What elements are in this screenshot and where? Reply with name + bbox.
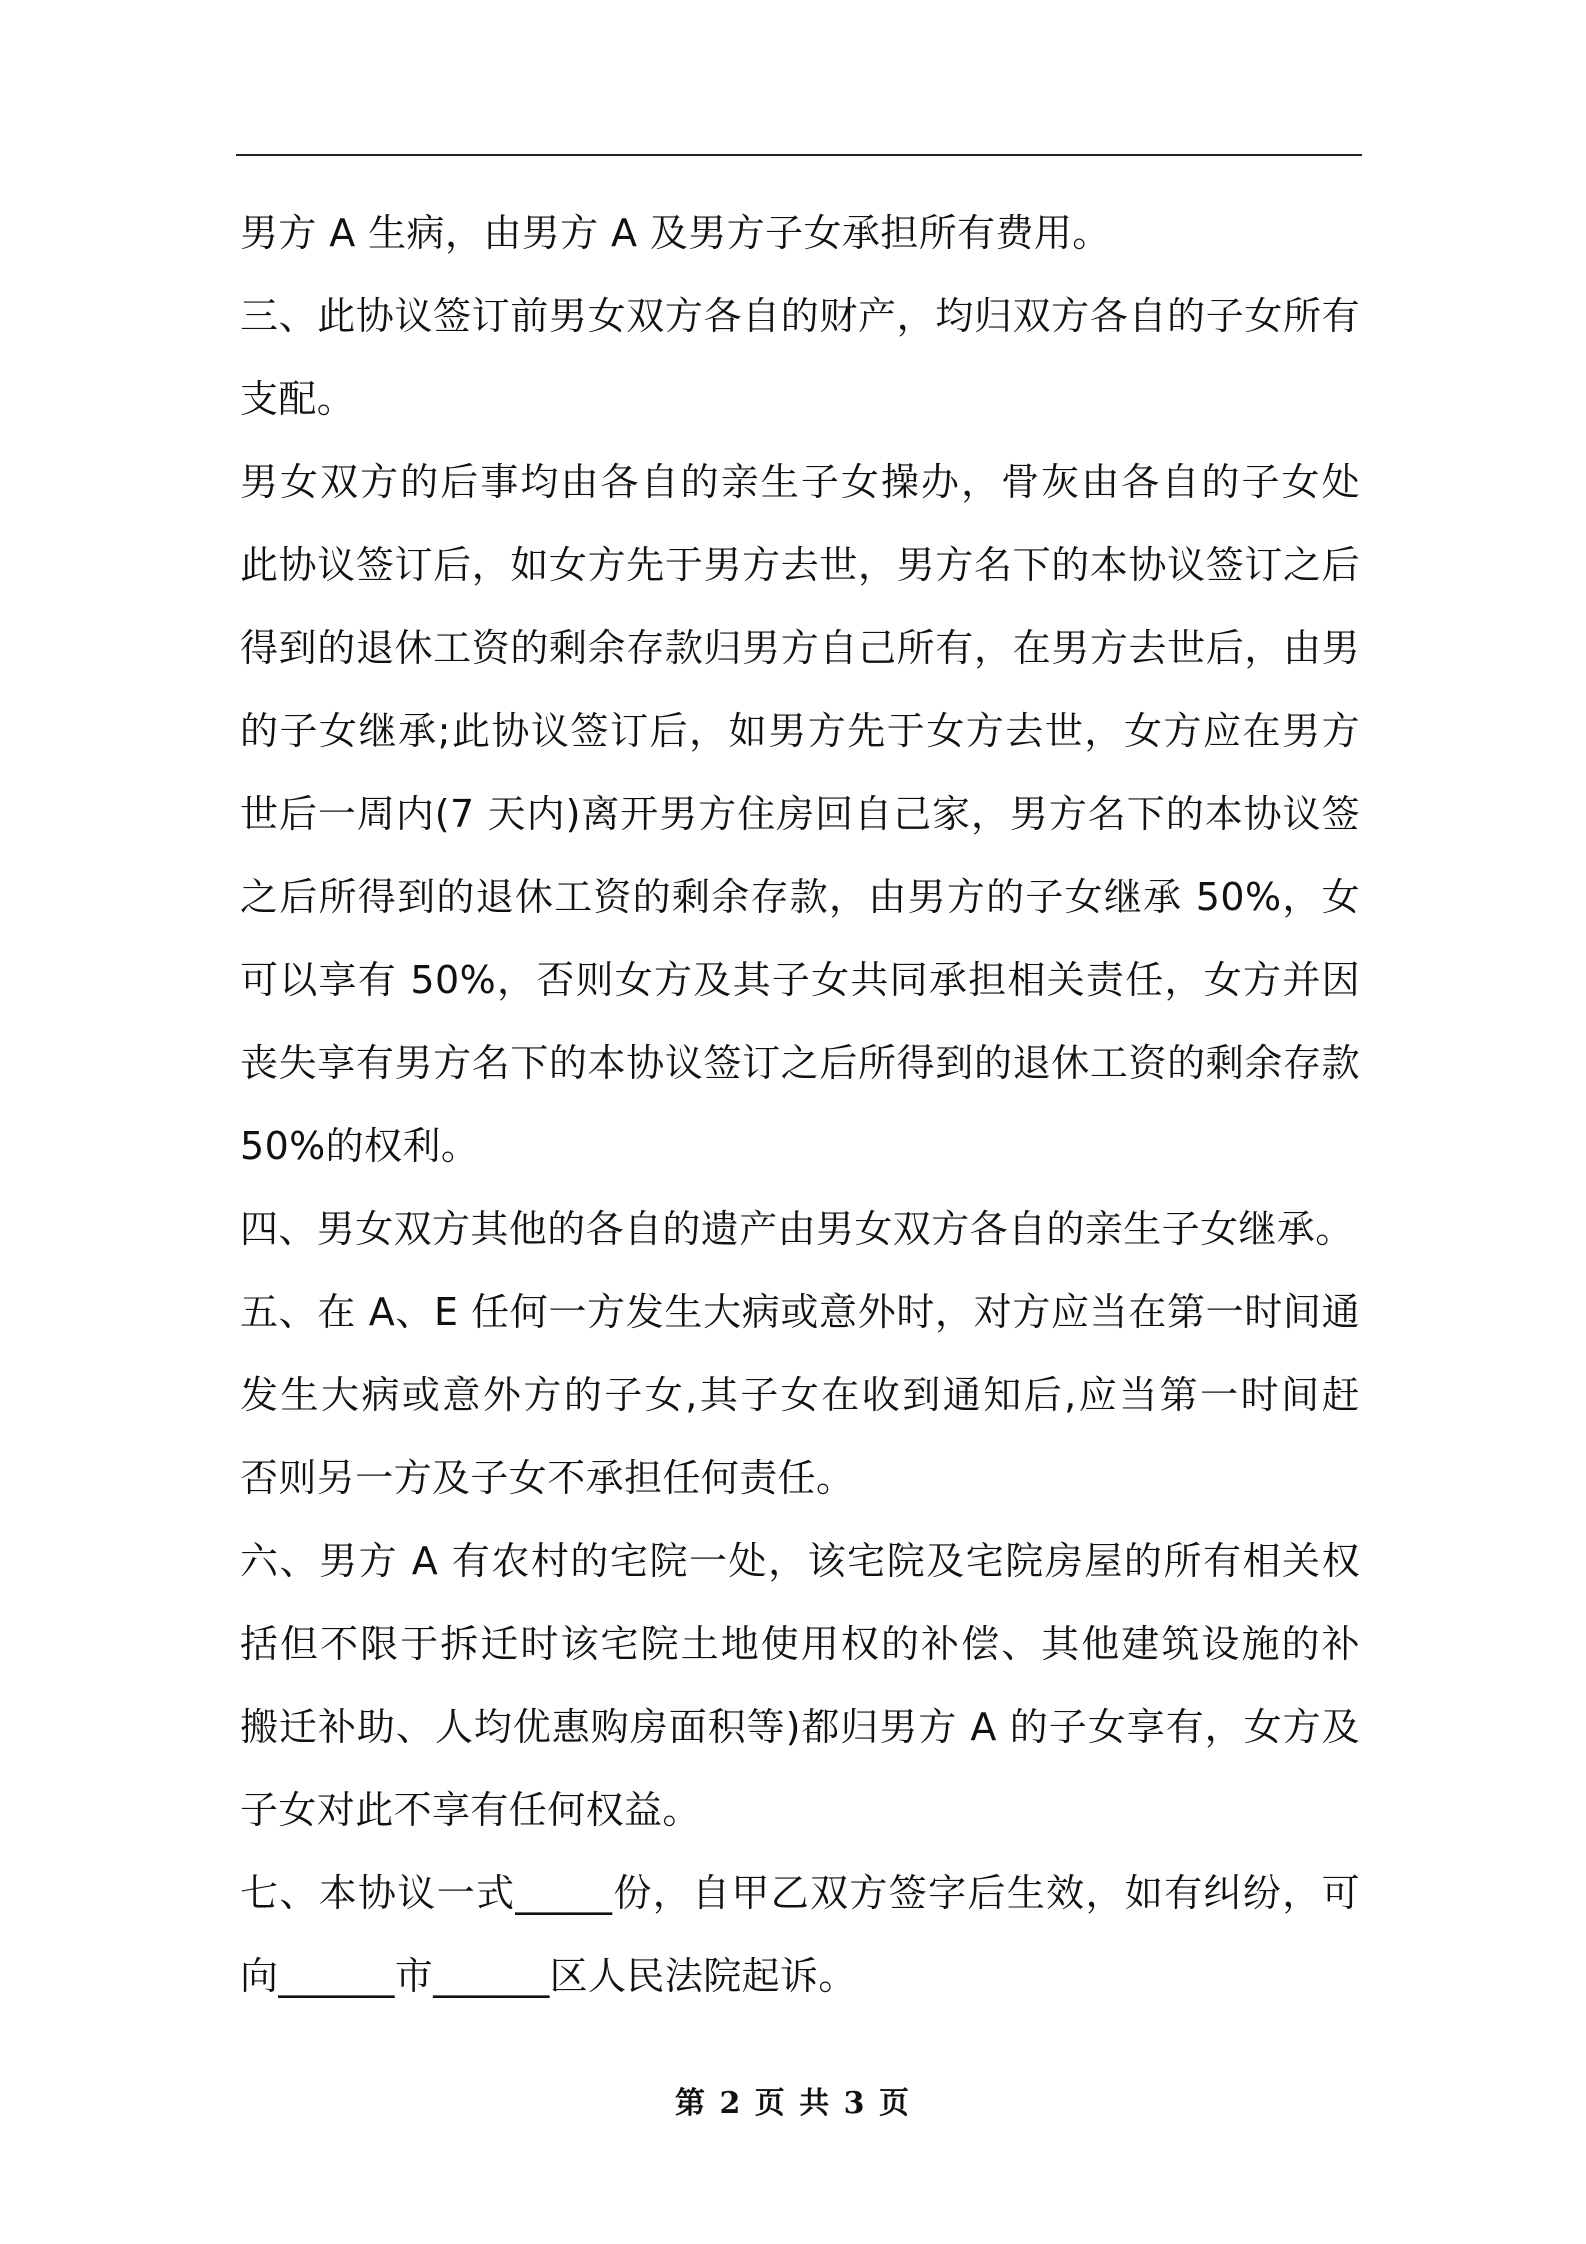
text-line: 三、此协议签订前男女双方各自的财产，均归双方各自的子女所有 (240, 294, 1360, 338)
header-rule (236, 154, 1362, 156)
text-line: 此协议签订后，如女方先于男方去世，男方名下的本协议签订之后 (240, 543, 1360, 587)
text-line: 之后所得到的退休工资的剩余存款，由男方的子女继承 50%，女 (240, 875, 1360, 919)
text-line: 男方 A 生病，由男方 A 及男方子女承担所有费用。 (240, 211, 1111, 255)
text-line: 七、本协议一式_____份，自甲乙双方签字后生效，如有纠纷，可 (240, 1871, 1360, 1915)
text-line: 子女对此不享有任何权益。 (240, 1788, 701, 1832)
text-line: 否则另一方及子女不承担任何责任。 (240, 1456, 855, 1500)
text-line: 向______市______区人民法院起诉。 (240, 1954, 857, 1998)
text-line: 50%的权利。 (240, 1124, 480, 1168)
text-line: 得到的退休工资的剩余存款归男方自己所有，在男方去世后，由男 (240, 626, 1360, 670)
text-line: 丧失享有男方名下的本协议签订之后所得到的退休工资的剩余存款 (240, 1041, 1360, 1085)
text-line: 搬迁补助、人均优惠购房面积等)都归男方 A 的子女享有，女方及 (240, 1705, 1360, 1749)
text-line: 支配。 (240, 377, 356, 421)
text-line: 四、男女双方其他的各自的遗产由男女双方各自的亲生子女继承。 (240, 1207, 1354, 1251)
text-line: 发生大病或意外方的子女,其子女在收到通知后,应当第一时间赶 (240, 1373, 1360, 1417)
text-line: 的子女继承;此协议签订后，如男方先于女方去世，女方应在男方 (240, 709, 1360, 753)
document-body (240, 192, 1360, 2018)
text-line: 世后一周内(7 天内)离开男方住房回自己家，男方名下的本协议签 (240, 792, 1360, 836)
text-line: 男女双方的后事均由各自的亲生子女操办，骨灰由各自的子女处 (240, 460, 1360, 504)
text-line: 括但不限于拆迁时该宅院土地使用权的补偿、其他建筑设施的补 (240, 1622, 1360, 1666)
text-line: 五、在 A、E 任何一方发生大病或意外时，对方应当在第一时间通 (240, 1290, 1360, 1334)
page-number-footer: 第 2 页 共 3 页 (675, 2086, 911, 2121)
text-line: 六、男方 A 有农村的宅院一处，该宅院及宅院房屋的所有相关权 (240, 1539, 1360, 1583)
text-line: 可以享有 50%，否则女方及其子女共同承担相关责任，女方并因 (240, 958, 1360, 1002)
